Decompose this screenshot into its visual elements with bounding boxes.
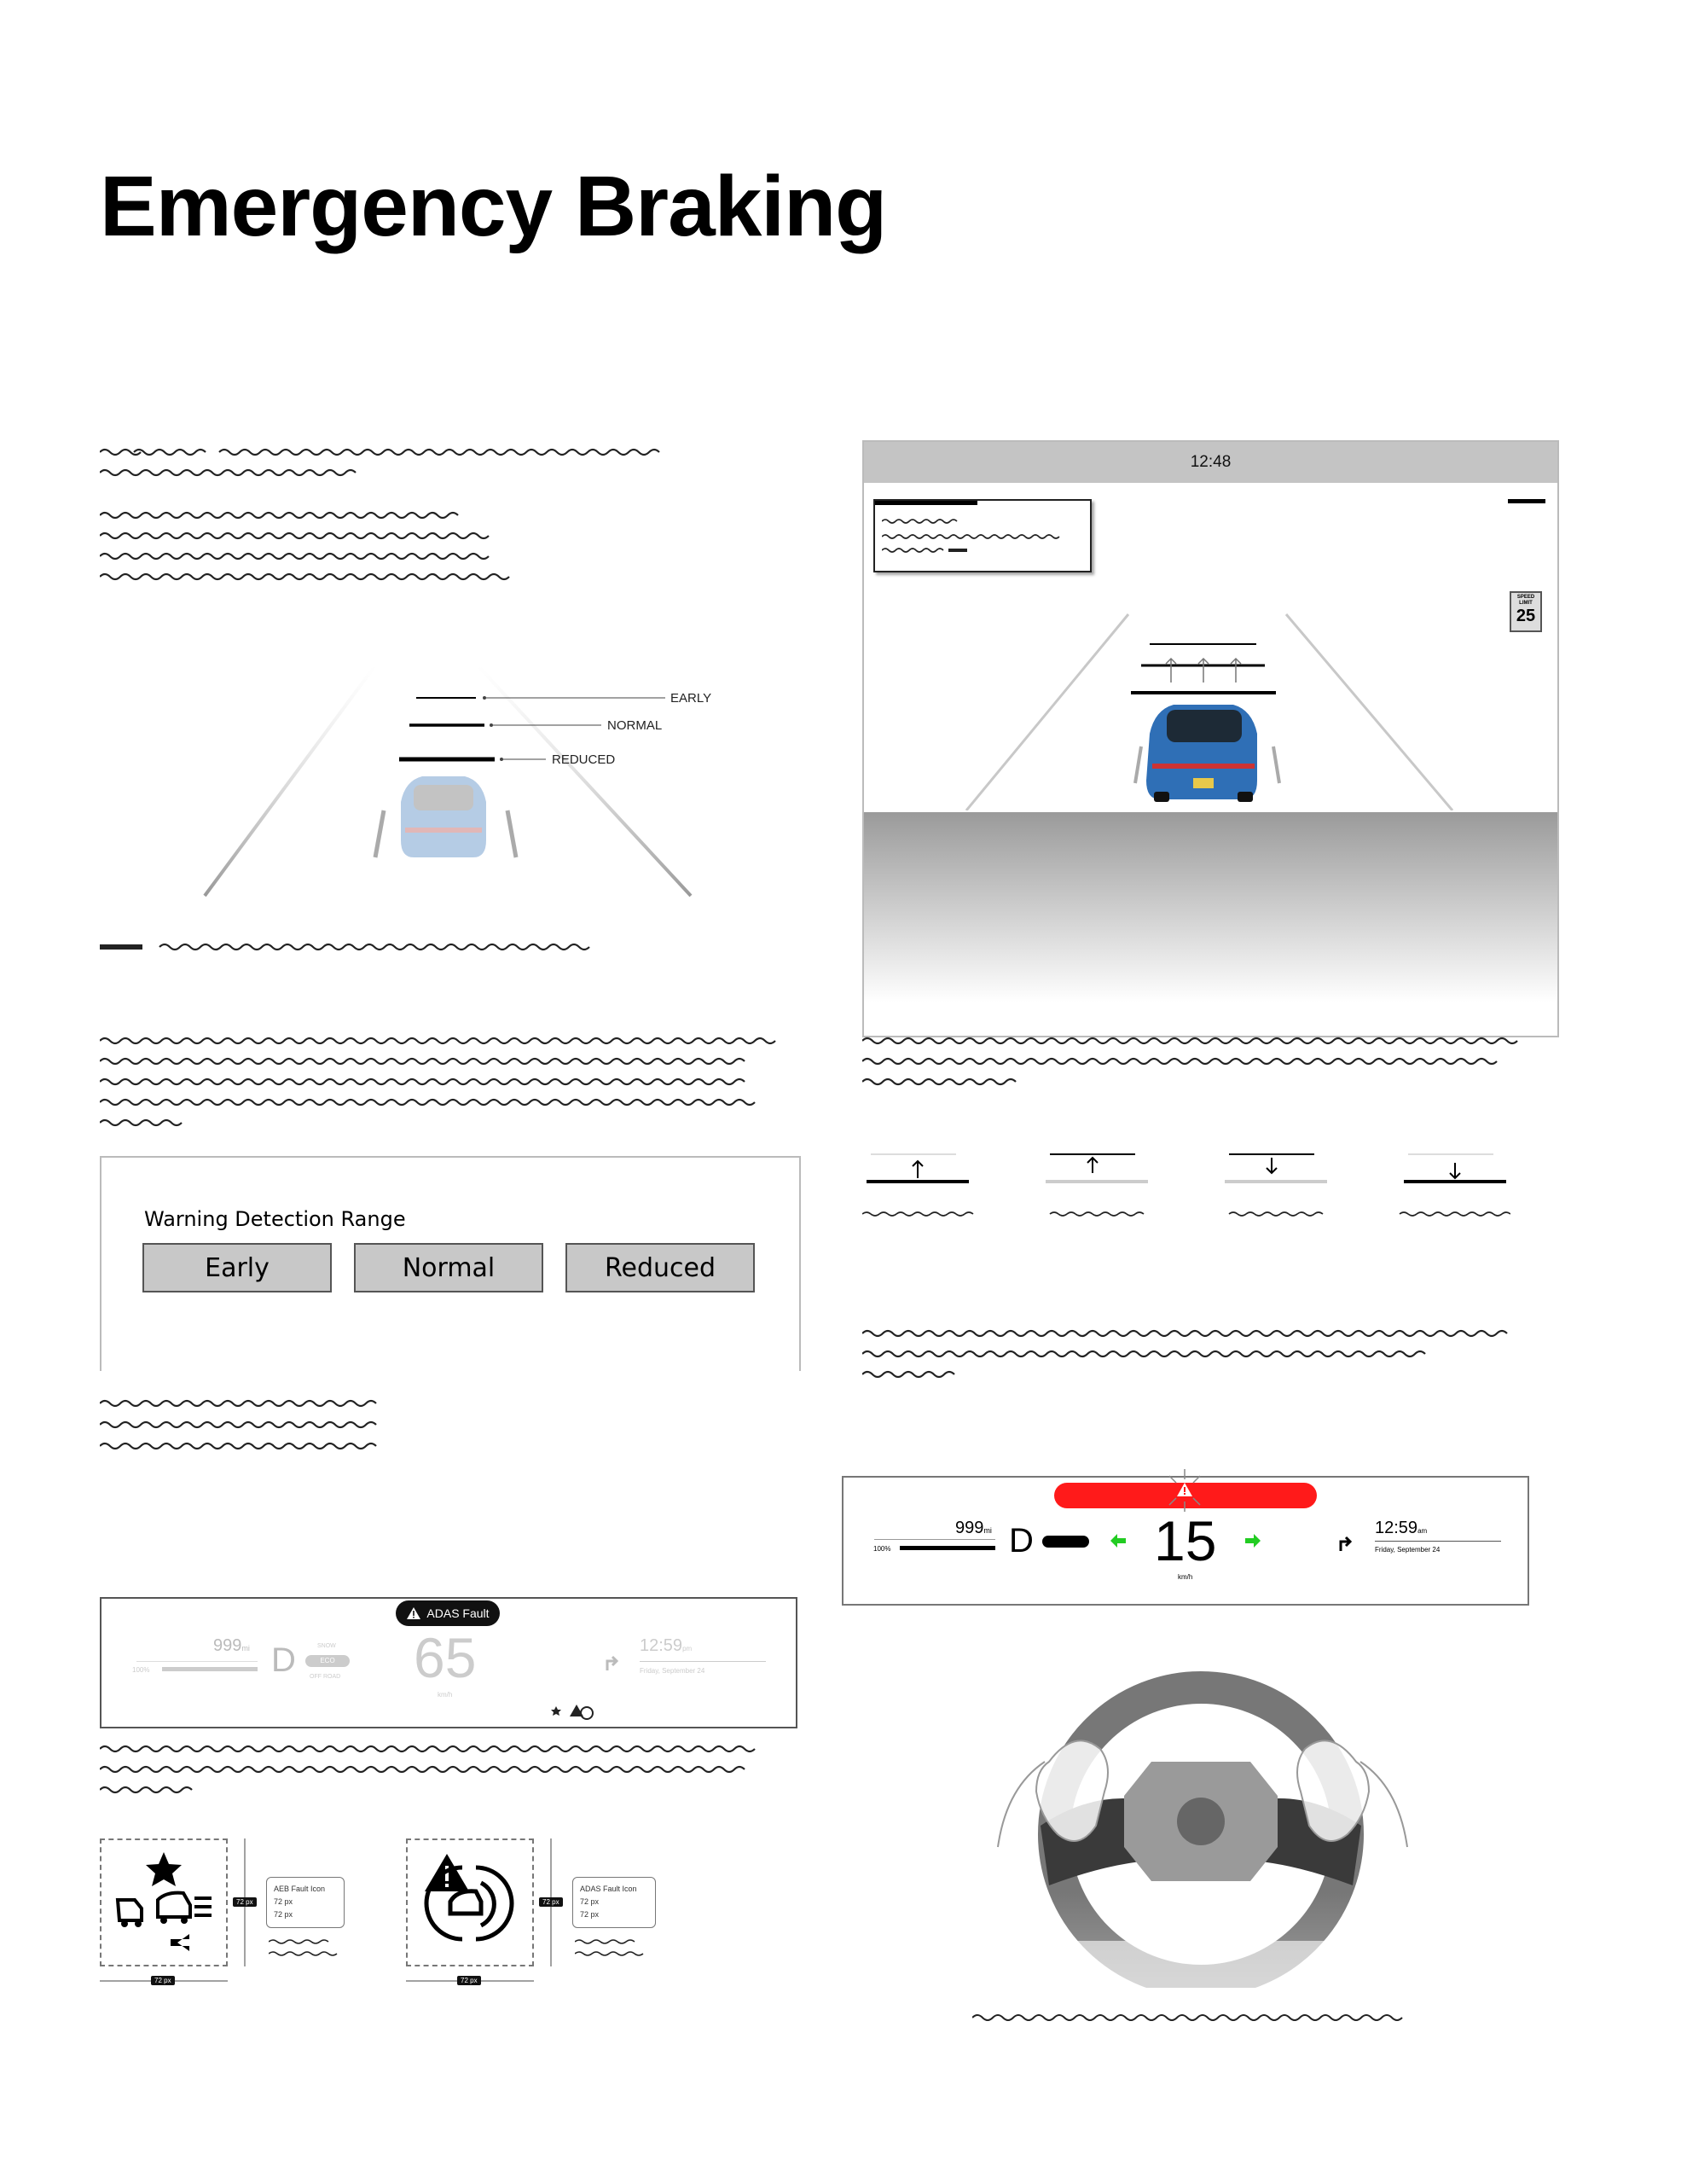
adas-dimension-lines — [406, 1834, 559, 1996]
alert-time-rule — [1375, 1541, 1501, 1542]
warning-triangle-icon — [406, 1606, 421, 1620]
fault-ampm: pm — [682, 1645, 693, 1653]
hud-paragraph-scribble — [862, 1032, 1562, 1092]
fault-time — [640, 1636, 692, 1656]
left-arrow-icon — [1110, 1534, 1126, 1548]
fault-speed-unit: km/h — [438, 1691, 453, 1699]
fault-range-number: 999 — [213, 1636, 242, 1655]
alert-speed: 15 — [1154, 1509, 1217, 1572]
range-option-early[interactable]: Early — [142, 1243, 332, 1292]
alert-ampm: am — [1417, 1527, 1428, 1535]
fault-mode-top: SNOW — [317, 1643, 336, 1649]
detection-range-diagram — [196, 648, 708, 904]
car-rear-faded — [401, 776, 486, 857]
alert-date: Friday, September 24 — [1375, 1546, 1441, 1554]
notification-scribble — [882, 514, 1078, 566]
range-option-reduced[interactable]: Reduced — [565, 1243, 755, 1292]
adas-caption-scribble — [575, 1937, 652, 1962]
collision-alert-icon — [1165, 1469, 1204, 1512]
fault-range-value — [213, 1636, 250, 1656]
range-caption-scribble — [100, 938, 629, 956]
hud-status-bar — [864, 442, 1557, 483]
hud-minus-indicator — [1508, 499, 1545, 503]
alert-range-number: 999 — [955, 1519, 984, 1537]
fault-battery-bar — [162, 1667, 258, 1671]
states-paragraph-scribble — [862, 1325, 1545, 1385]
adas-spec-height: 72 px — [580, 1910, 600, 1919]
right-arrow-icon — [1245, 1534, 1261, 1548]
aeb-width-tag: 72 px — [151, 1976, 175, 1985]
aeb-caption-scribble — [269, 1937, 345, 1962]
hud-road-scene — [864, 597, 1557, 810]
alert-battery-track — [874, 1539, 995, 1540]
fault-gear: D — [271, 1641, 296, 1679]
fault-time-value: 12:59 — [640, 1636, 683, 1655]
fault-mode-bottom: OFF ROAD — [310, 1674, 341, 1680]
range-option-normal[interactable]: Normal — [354, 1243, 543, 1292]
intro-paragraph-scribble — [100, 444, 782, 589]
aeb-spec-height: 72 px — [274, 1910, 293, 1919]
hud-time: 12:48 — [1190, 453, 1232, 471]
alert-time — [1375, 1519, 1427, 1538]
fault-range-unit: mi — [241, 1644, 250, 1653]
panel-notes-scribble — [100, 1395, 381, 1455]
adas-spec-width: 72 px — [580, 1897, 600, 1906]
fault-battery-label: 100% — [132, 1666, 150, 1674]
small-fault-icons — [551, 1701, 595, 1722]
alert-battery-label: 100% — [873, 1545, 891, 1553]
fault-mode-pill: ECO — [305, 1655, 350, 1667]
aeb-height-tag: 72 px — [233, 1897, 257, 1907]
wheel-caption-scribble — [972, 2009, 1416, 2026]
range-label-normal: NORMAL — [607, 718, 663, 733]
fault-date: Friday, September 24 — [640, 1667, 705, 1675]
alert-battery-bar — [900, 1546, 995, 1550]
speed-limit-value: 25 — [1516, 607, 1536, 625]
fault-speed: 65 — [414, 1626, 477, 1689]
speed-limit-label: SPEED LIMIT — [1516, 595, 1535, 606]
aeb-spec-card — [266, 1877, 345, 1928]
aeb-spec-name: AEB Fault Icon — [274, 1885, 326, 1893]
alert-drive-mode-pill — [1042, 1536, 1089, 1548]
fault-paragraph-scribble — [100, 1740, 782, 1800]
description-paragraph-scribble — [100, 1032, 799, 1135]
alert-range-value — [955, 1519, 992, 1538]
adas-height-tag: 72 px — [539, 1897, 563, 1907]
page-title: Emergency Braking — [100, 159, 887, 254]
warning-range-title: Warning Detection Range — [144, 1207, 406, 1231]
alert-speed-unit: km/h — [1178, 1573, 1193, 1581]
car-rear-blue — [1146, 705, 1257, 802]
adas-fault-label: ADAS Fault — [426, 1606, 490, 1620]
hud-notification-card — [873, 499, 1092, 572]
adas-spec-card — [572, 1877, 656, 1928]
steering-wheel-illustration — [981, 1659, 1424, 1988]
adas-fault-badge — [396, 1600, 500, 1626]
range-label-early: EARLY — [670, 691, 712, 706]
warning-range-panel — [100, 1156, 801, 1371]
fault-time-rule — [640, 1661, 766, 1662]
turn-right-icon-dark — [1337, 1533, 1354, 1552]
turn-right-icon — [604, 1653, 621, 1671]
alert-range-unit: mi — [983, 1526, 992, 1535]
range-label-reduced: REDUCED — [552, 752, 616, 767]
hud-gradient-floor — [864, 812, 1557, 1036]
fault-battery-track — [136, 1661, 258, 1662]
aeb-spec-width: 72 px — [274, 1897, 293, 1906]
adas-width-tag: 72 px — [457, 1976, 481, 1985]
alert-gear: D — [1009, 1522, 1034, 1560]
adas-spec-name: ADAS Fault Icon — [580, 1885, 637, 1893]
alert-time-value: 12:59 — [1375, 1519, 1418, 1537]
range-adjust-states — [862, 1147, 1510, 1250]
aeb-dimension-lines — [100, 1834, 253, 1996]
